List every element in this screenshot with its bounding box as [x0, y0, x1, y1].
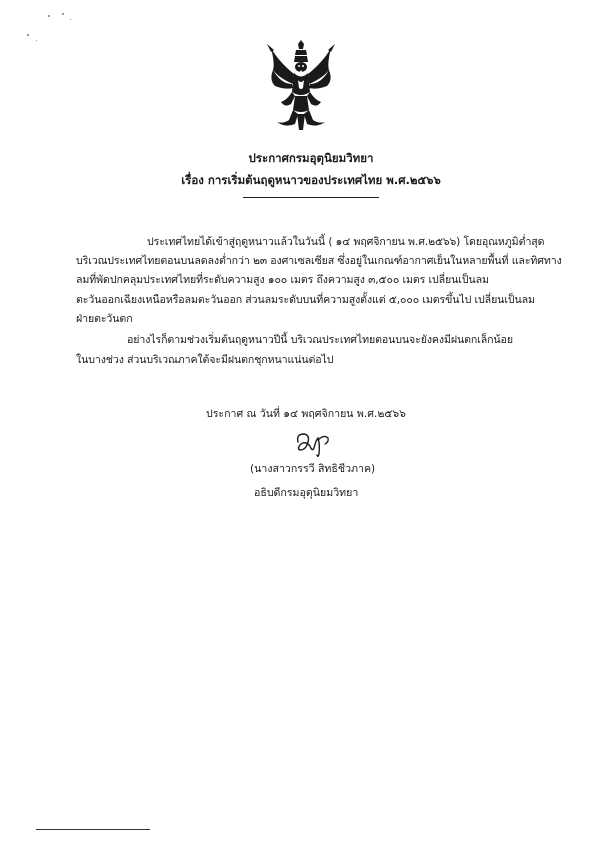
- paragraph-1-line-2: บริเวณประเทศไทยตอนบนลดลงต่ำกว่า ๒๓ องศาเซลเซียส ซึ่งอยู่ในเกณฑ์อากาศเย็นในหลายพื้นที่ และทิศทาง: [76, 255, 562, 267]
- handwritten-signature: [292, 428, 334, 460]
- footer-line: [36, 829, 150, 830]
- signatory-name: (นางสาวกรรวี สิทธิชีวภาค): [250, 463, 376, 475]
- announcement-date: ประกาศ ณ วันที่ ๑๔ พฤศจิกายน พ.ศ.๒๕๖๖: [206, 408, 406, 420]
- scan-speck: [62, 13, 64, 15]
- document-subject: เรื่อง การเริ่มต้นฤดูหนาวของประเทศไทย พ.ศ.๒๕๖๖: [181, 173, 441, 187]
- paragraph-2-line-2: ในบางช่วง ส่วนบริเวณภาคใต้จะมีฝนตกชุกหนาแน่นต่อไป: [76, 354, 334, 366]
- scan-speck: [27, 34, 29, 36]
- garuda-emblem-icon: [265, 40, 337, 132]
- signatory-position: อธิบดีกรมอุตุนิยมวิทยา: [254, 487, 359, 499]
- paragraph-1-line-1: ประเทศไทยได้เข้าสู่ฤดูหนาวแล้วในวันนี้ ( ๑๔ พฤศจิกายน พ.ศ.๒๕๖๖) โดยอุณหภูมิต่ำสุด: [147, 236, 545, 248]
- paragraph-1-line-3: ลมที่พัดปกคลุมประเทศไทยที่ระดับความสูง ๑๐๐ เมตร ถึงความสูง ๓,๕๐๐ เมตร เปลี่ยนเป็นลม: [76, 274, 489, 286]
- document-title: ประกาศกรมอุตุนิยมวิทยา: [248, 151, 374, 165]
- scan-speck: [36, 40, 37, 41]
- title-underline: [243, 197, 379, 198]
- paragraph-1-line-5: ฝ่ายตะวันตก: [76, 313, 133, 325]
- paragraph-1-line-4: ตะวันออกเฉียงเหนือหรือลมตะวันออก ส่วนลมระดับบนที่ความสูงตั้งแต่ ๕,๐๐๐ เมตรขึ้นไป เปลี่ยนเป็นลม: [76, 294, 535, 306]
- scan-speck: [48, 15, 50, 17]
- paragraph-2-line-1: อย่างไรก็ตามช่วงเริ่มต้นฤดูหนาวปีนี้ บริเวณประเทศไทยตอนบนจะยังคงมีฝนตกเล็กน้อย: [127, 334, 513, 346]
- scan-speck: [70, 19, 71, 20]
